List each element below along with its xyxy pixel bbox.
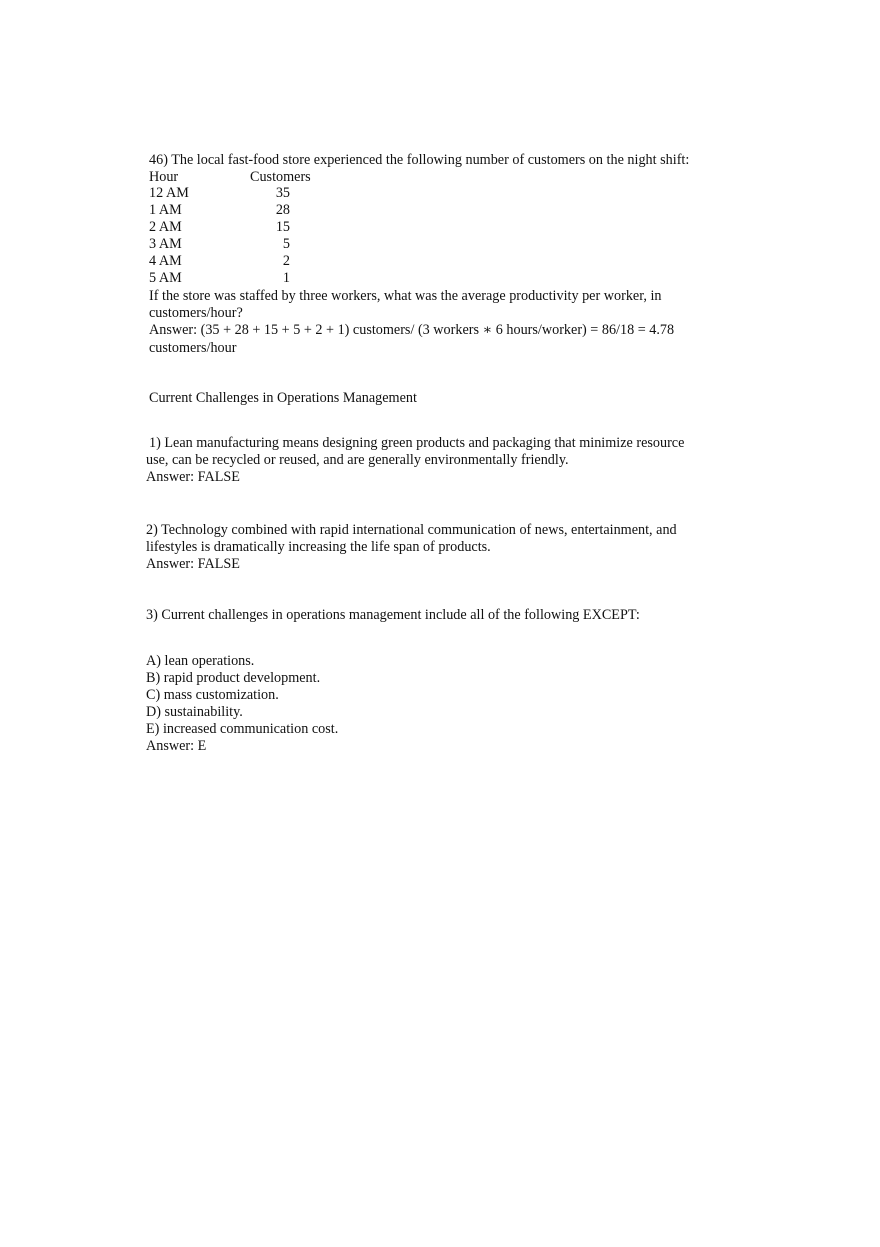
section-title: Current Challenges in Operations Management <box>149 390 417 406</box>
question-1-line-2: use, can be recycled or reused, and are generally environmentally friendly. <box>146 452 569 468</box>
table-row-hour: 5 AM <box>149 270 182 286</box>
option-a: A) lean operations. <box>146 653 255 669</box>
question-46-prompt-line-1: If the store was staffed by three workers, what was the average productivity per worker, in <box>149 288 662 304</box>
table-row-customers: 2 <box>282 253 290 269</box>
table-header-hour: Hour <box>149 169 179 185</box>
table-row-hour: 4 AM <box>149 253 182 269</box>
table-row-customers: 28 <box>275 202 290 218</box>
question-2-answer: Answer: FALSE <box>146 556 240 572</box>
question-2-line-1: 2) Technology combined with rapid international communication of news, entertainment, and <box>146 522 677 538</box>
table-row-customers: 35 <box>275 185 290 201</box>
table-row-hour: 2 AM <box>149 219 182 235</box>
option-d: D) sustainability. <box>146 704 243 720</box>
table-header-customers: Customers <box>250 169 311 185</box>
table-row-customers: 5 <box>282 236 290 252</box>
option-b: B) rapid product development. <box>146 670 321 686</box>
question-3-text: 3) Current challenges in operations management include all of the following EXCEPT: <box>146 607 640 623</box>
question-46-prompt-line-2: customers/hour? <box>149 305 243 321</box>
table-row-hour: 3 AM <box>149 236 182 252</box>
question-46-text: 46) The local fast-food store experienced the following number of customers on the night shift: <box>149 152 690 168</box>
question-46-answer-line-1: Answer: (35 + 28 + 15 + 5 + 2 + 1) customers/ (3 workers ∗ 6 hours/worker) = 86/18 = 4.78 <box>149 322 675 338</box>
table-row-customers: 15 <box>275 219 290 235</box>
table-row-customers: 1 <box>282 270 290 286</box>
question-1-answer: Answer: FALSE <box>146 469 240 485</box>
question-46-answer-line-2: customers/hour <box>149 340 237 356</box>
question-3-answer: Answer: E <box>146 738 207 754</box>
option-e: E) increased communication cost. <box>146 721 339 737</box>
option-c: C) mass customization. <box>146 687 279 703</box>
table-row-hour: 1 AM <box>149 202 182 218</box>
question-1-line-1: 1) Lean manufacturing means designing green products and packaging that minimize resource <box>149 435 685 451</box>
table-row-hour: 12 AM <box>149 185 189 201</box>
question-2-line-2: lifestyles is dramatically increasing the life span of products. <box>146 539 491 555</box>
